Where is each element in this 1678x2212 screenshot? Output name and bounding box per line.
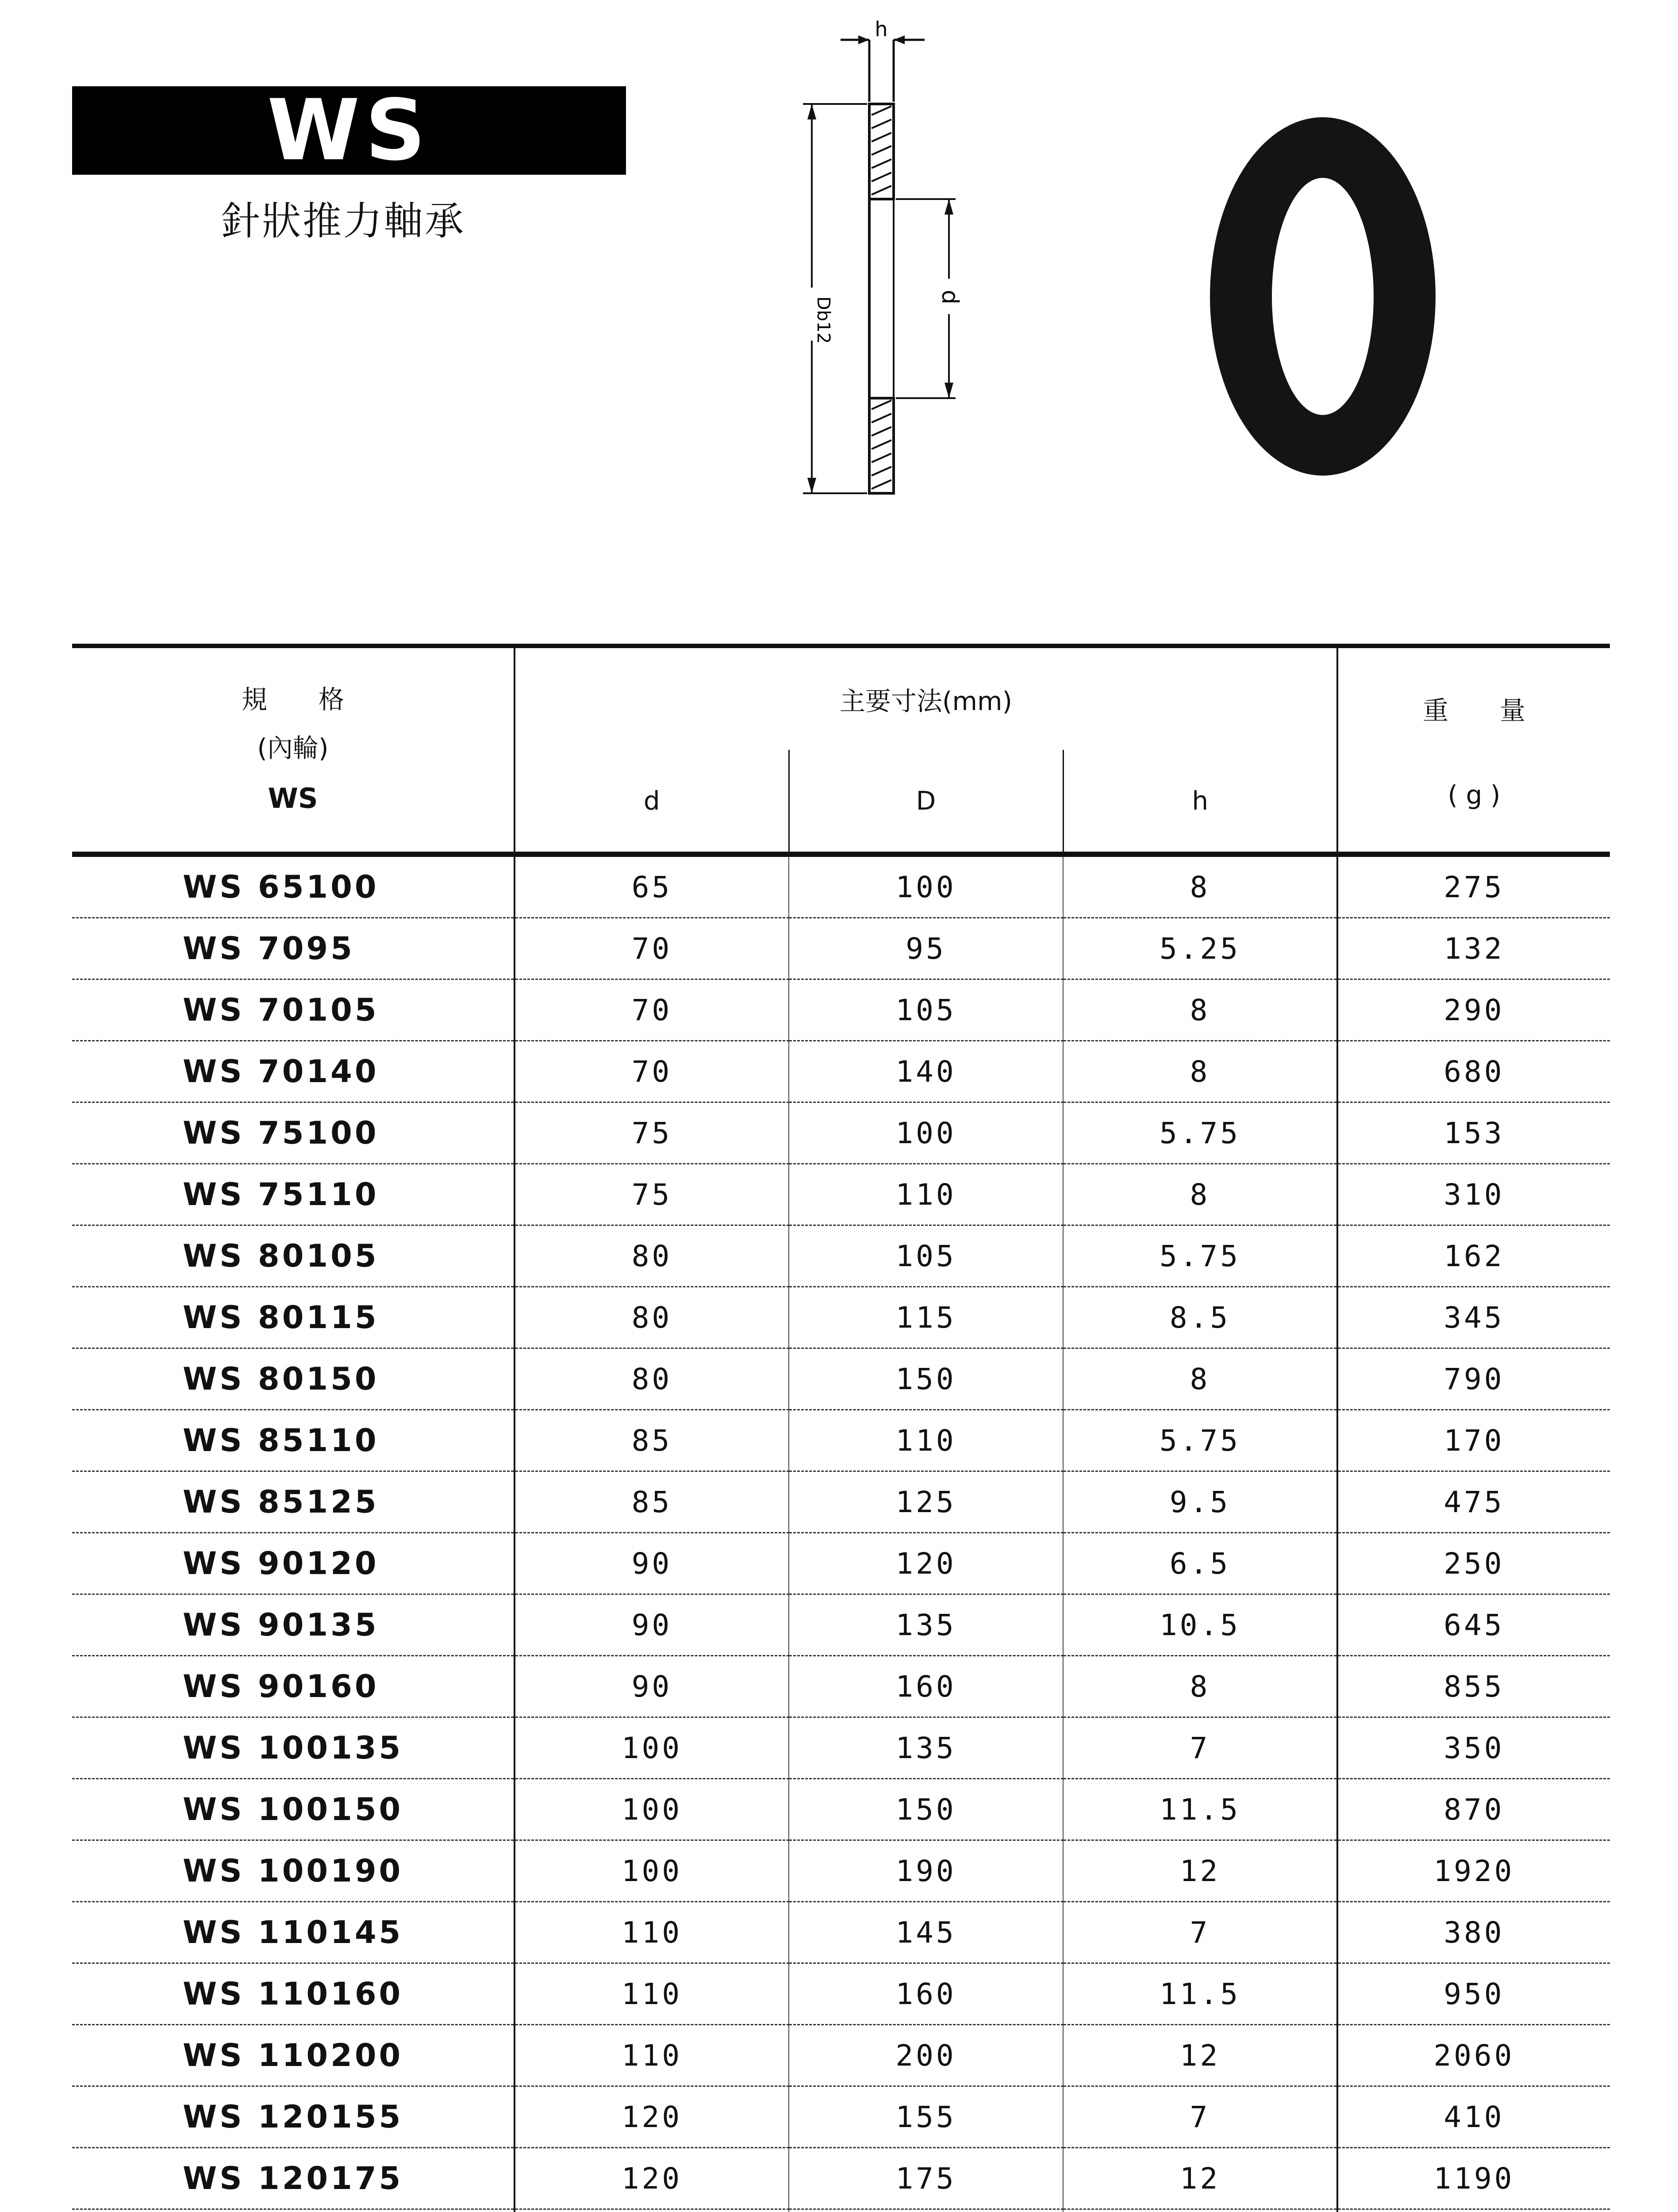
d-cell: 75: [515, 1164, 789, 1225]
table-row: [72, 1348, 1610, 1410]
D-cell: 100: [789, 1102, 1063, 1164]
D-cell: 105: [789, 1225, 1063, 1287]
washer-photo: [1208, 115, 1438, 478]
spec-cell: WS 75100: [72, 1102, 515, 1164]
table-row: [72, 1164, 1610, 1225]
d-cell: 85: [515, 1471, 789, 1533]
spec-table: [72, 644, 1610, 2212]
h-cell: 8: [1063, 979, 1337, 1041]
spec-table-container: [72, 644, 1610, 2212]
table-row: [72, 1840, 1610, 1902]
D-cell: 95: [789, 918, 1063, 979]
weight-cell: 153: [1337, 1102, 1610, 1164]
weight-cell: [1337, 2209, 1610, 2212]
D-cell: 125: [789, 1471, 1063, 1533]
h-cell: 5.25: [1063, 918, 1337, 979]
D-cell: 145: [789, 1902, 1063, 1963]
h-cell: 5.75: [1063, 1102, 1337, 1164]
D-cell: 160: [789, 1656, 1063, 1717]
table-row: [72, 1779, 1610, 1840]
weight-cell: 162: [1337, 1225, 1610, 1287]
h-cell: 8: [1063, 1348, 1337, 1410]
weight-cell: 950: [1337, 1963, 1610, 2025]
table-row: [72, 1594, 1610, 1656]
D-cell: 150: [789, 1779, 1063, 1840]
d-cell: 100: [515, 1717, 789, 1779]
d-cell: 120: [515, 2086, 789, 2148]
weight-cell: 645: [1337, 1594, 1610, 1656]
product-subtitle: 針狀推力軸承: [221, 198, 466, 244]
D-cell: 100: [789, 854, 1063, 918]
weight-cell: 870: [1337, 1779, 1610, 1840]
table-row: [72, 2209, 1610, 2212]
spec-cell: WS 100135: [72, 1717, 515, 1779]
weight-cell: 475: [1337, 1471, 1610, 1533]
spec-cell: WS 90160: [72, 1656, 515, 1717]
D-label: Db12: [813, 296, 833, 344]
spec-cell: WS 65100: [72, 854, 515, 918]
weight-cell: 132: [1337, 918, 1610, 979]
spec-cell: WS 80150: [72, 1348, 515, 1410]
spec-cell: WS 80105: [72, 1225, 515, 1287]
h-label: h: [875, 17, 888, 41]
weight-cell: 1190: [1337, 2148, 1610, 2209]
weight-cell: 275: [1337, 854, 1610, 918]
D-cell: 175: [789, 2148, 1063, 2209]
series-title-bar: [72, 81, 626, 179]
D-cell: 120: [789, 1533, 1063, 1594]
D-cell: 110: [789, 1164, 1063, 1225]
weight-cell: 790: [1337, 1348, 1610, 1410]
D-cell: 110: [789, 1410, 1063, 1471]
table-row: [72, 1533, 1610, 1594]
weight-cell: 380: [1337, 1902, 1610, 1963]
table-row: [72, 2025, 1610, 2086]
weight-cell: 855: [1337, 1656, 1610, 1717]
D-cell: 115: [789, 1287, 1063, 1348]
D-cell: [789, 2209, 1063, 2212]
table-row: [72, 979, 1610, 1041]
spec-cell: WS 110200: [72, 2025, 515, 2086]
h-cell: 8: [1063, 1041, 1337, 1102]
d-cell: 65: [515, 854, 789, 918]
spec-cell: WS 100150: [72, 1779, 515, 1840]
spec-cell: WS 90135: [72, 1594, 515, 1656]
d-cell: 70: [515, 979, 789, 1041]
h-cell: 8: [1063, 854, 1337, 918]
d-column-header: d: [515, 750, 789, 854]
spec-cell: WS 70105: [72, 979, 515, 1041]
h-cell: 12: [1063, 2148, 1337, 2209]
main-dimensions-header: 主要寸法(mm): [515, 646, 1337, 750]
spec-cell: WS 90120: [72, 1533, 515, 1594]
h-cell: 11.5: [1063, 1963, 1337, 2025]
h-cell: [1063, 2209, 1337, 2212]
spec-cell: WS 110145: [72, 1902, 515, 1963]
d-cell: 85: [515, 1410, 789, 1471]
h-cell: 6.5: [1063, 1533, 1337, 1594]
weight-cell: 2060: [1337, 2025, 1610, 2086]
d-cell: 100: [515, 1840, 789, 1902]
table-row: [72, 854, 1610, 918]
d-cell: [515, 2209, 789, 2212]
table-row: [72, 1963, 1610, 2025]
spec-cell: WS 120155: [72, 2086, 515, 2148]
table-row: [72, 1102, 1610, 1164]
spec-cell: WS 100190: [72, 1840, 515, 1902]
D-cell: 135: [789, 1594, 1063, 1656]
h-column-header: h: [1063, 750, 1337, 854]
d-label: d: [937, 290, 963, 305]
weight-cell: 170: [1337, 1410, 1610, 1471]
h-cell: 7: [1063, 1902, 1337, 1963]
d-cell: 110: [515, 1902, 789, 1963]
series-title: WS: [267, 81, 431, 179]
table-row: [72, 2148, 1610, 2209]
spec-cell: [72, 2209, 515, 2212]
spec-cell: WS 75110: [72, 1164, 515, 1225]
weight-cell: 350: [1337, 1717, 1610, 1779]
h-cell: 8.5: [1063, 1287, 1337, 1348]
spec-cell: WS 70140: [72, 1041, 515, 1102]
d-cell: 80: [515, 1225, 789, 1287]
weight-cell: 1920: [1337, 1840, 1610, 1902]
table-row: [72, 1717, 1610, 1779]
spec-cell: WS 85110: [72, 1410, 515, 1471]
spec-cell: WS 80115: [72, 1287, 515, 1348]
D-cell: 160: [789, 1963, 1063, 2025]
D-cell: 105: [789, 979, 1063, 1041]
h-cell: 12: [1063, 2025, 1337, 2086]
spec-cell: WS 120175: [72, 2148, 515, 2209]
table-row: [72, 1410, 1610, 1471]
table-row: [72, 918, 1610, 979]
h-cell: 7: [1063, 2086, 1337, 2148]
D-cell: 200: [789, 2025, 1063, 2086]
weight-cell: 680: [1337, 1041, 1610, 1102]
D-cell: 190: [789, 1840, 1063, 1902]
cross-section-drawing: [787, 13, 991, 513]
table-row: [72, 1902, 1610, 1963]
h-cell: 9.5: [1063, 1471, 1337, 1533]
table-row: [72, 1471, 1610, 1533]
d-cell: 110: [515, 1963, 789, 2025]
d-cell: 100: [515, 1779, 789, 1840]
D-cell: 140: [789, 1041, 1063, 1102]
spec-cell: WS 7095: [72, 918, 515, 979]
weight-cell: 250: [1337, 1533, 1610, 1594]
weight-cell: 310: [1337, 1164, 1610, 1225]
d-cell: 90: [515, 1656, 789, 1717]
d-cell: 80: [515, 1287, 789, 1348]
spec-column-header: 規 格 (內輪) WS: [72, 646, 515, 854]
spec-cell: WS 110160: [72, 1963, 515, 2025]
h-cell: 8: [1063, 1656, 1337, 1717]
table-row: [72, 1225, 1610, 1287]
weight-cell: 410: [1337, 2086, 1610, 2148]
d-cell: 75: [515, 1102, 789, 1164]
D-cell: 155: [789, 2086, 1063, 2148]
h-cell: 5.75: [1063, 1410, 1337, 1471]
D-column-header: D: [789, 750, 1063, 854]
spec-cell: WS 85125: [72, 1471, 515, 1533]
table-row: [72, 1656, 1610, 1717]
D-cell: 150: [789, 1348, 1063, 1410]
d-cell: 80: [515, 1348, 789, 1410]
table-row: [72, 2086, 1610, 2148]
table-row: [72, 1041, 1610, 1102]
h-cell: 10.5: [1063, 1594, 1337, 1656]
d-cell: 70: [515, 918, 789, 979]
d-cell: 110: [515, 2025, 789, 2086]
D-cell: 135: [789, 1717, 1063, 1779]
d-cell: 90: [515, 1594, 789, 1656]
weight-cell: 290: [1337, 979, 1610, 1041]
d-cell: 70: [515, 1041, 789, 1102]
h-cell: 12: [1063, 1840, 1337, 1902]
weight-cell: 345: [1337, 1287, 1610, 1348]
weight-column-header: 重 量 ( g ): [1337, 646, 1610, 854]
h-cell: 7: [1063, 1717, 1337, 1779]
h-cell: 5.75: [1063, 1225, 1337, 1287]
h-cell: 11.5: [1063, 1779, 1337, 1840]
table-row: [72, 1287, 1610, 1348]
d-cell: 120: [515, 2148, 789, 2209]
d-cell: 90: [515, 1533, 789, 1594]
h-cell: 8: [1063, 1164, 1337, 1225]
